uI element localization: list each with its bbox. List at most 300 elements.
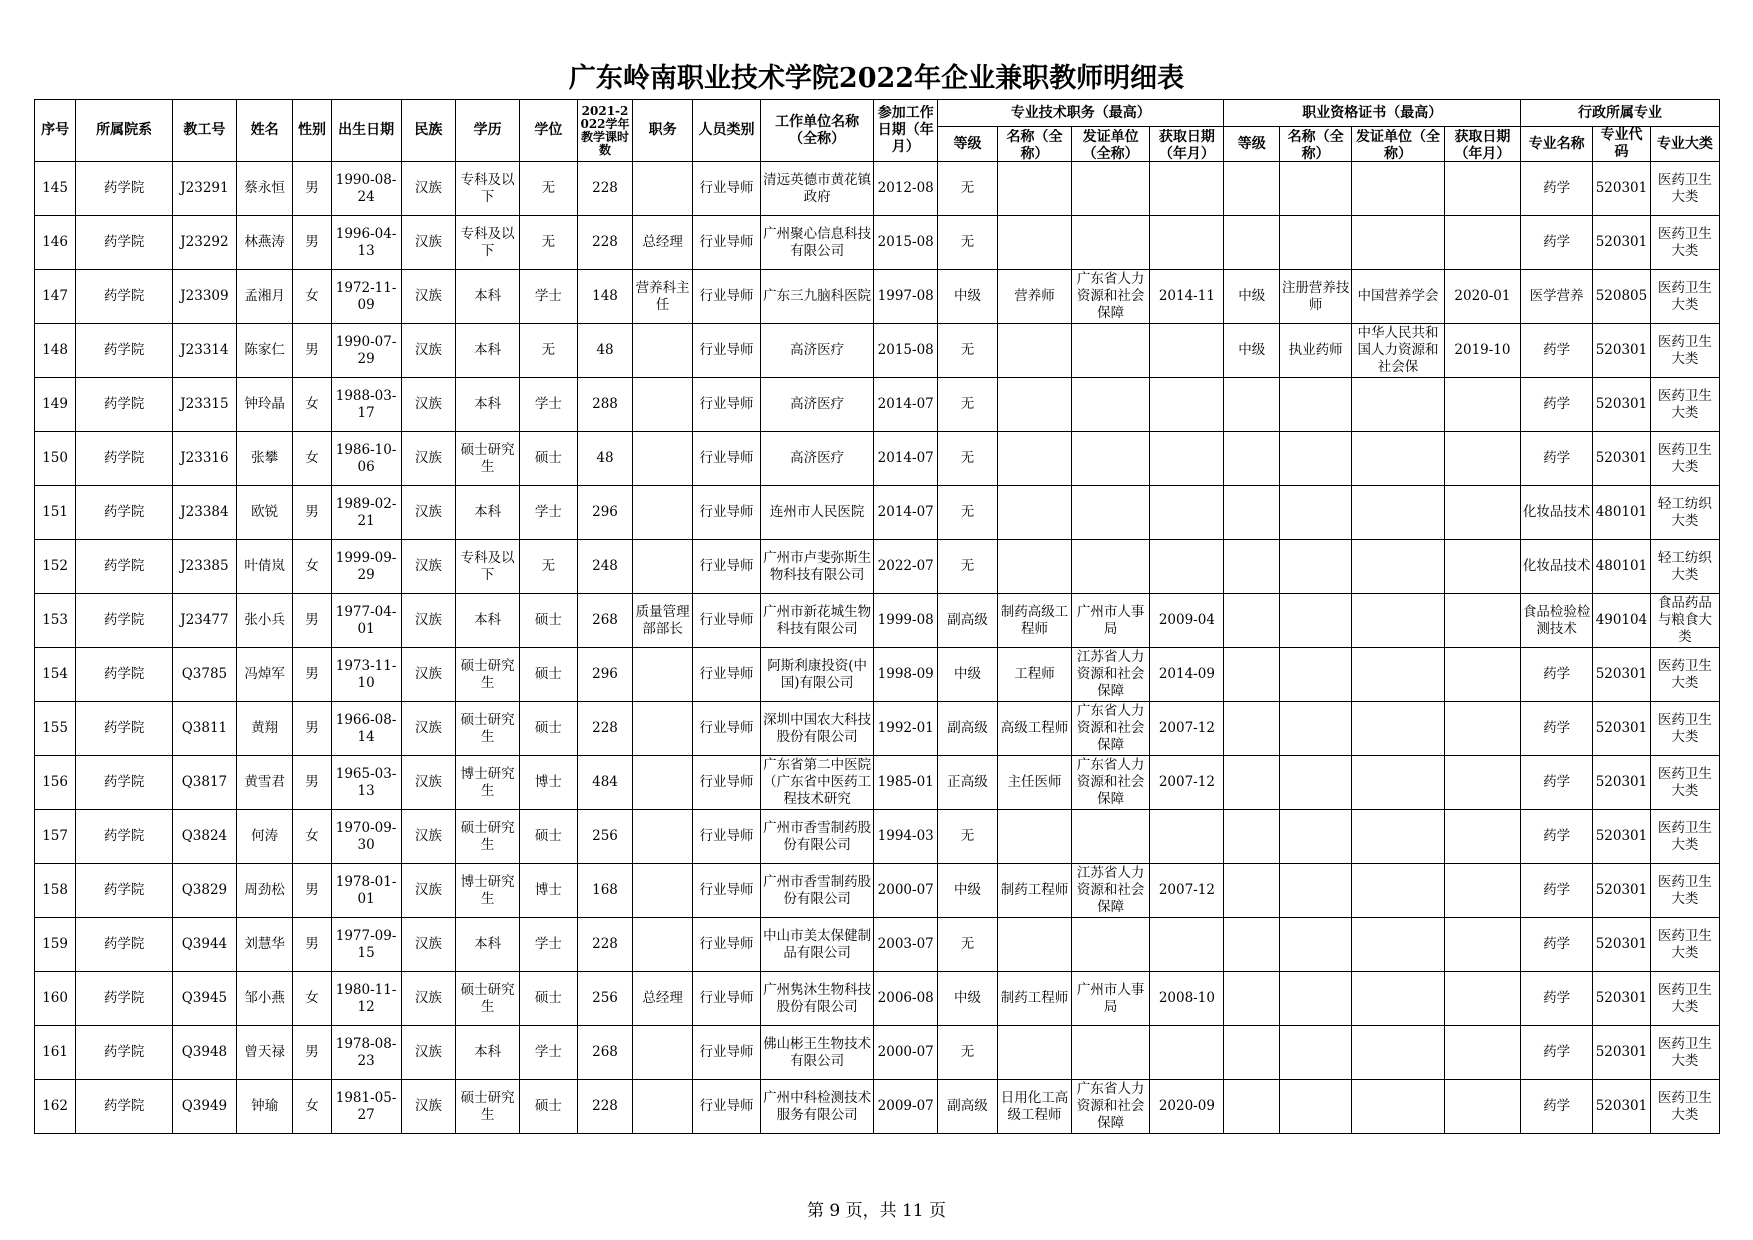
cell-ethnicity: 汉族 [401, 594, 456, 648]
cell-tt-name [997, 810, 1071, 864]
cell-c-date [1444, 594, 1520, 648]
header-m-code: 专业代码 [1593, 127, 1651, 162]
cell-tt-date: 2014-09 [1150, 648, 1224, 702]
cell-hours: 228 [577, 1080, 633, 1134]
cell-birth: 1999-09-29 [331, 540, 401, 594]
cell-m-cat: 医药卫生大类 [1650, 756, 1719, 810]
cell-c-issuer [1352, 756, 1445, 810]
cell-tt-name: 主任医师 [997, 756, 1071, 810]
cell-tt-level: 无 [938, 918, 998, 972]
table-row [35, 216, 1720, 270]
cell-tt-level: 中级 [938, 864, 998, 918]
cell-category: 行业导师 [693, 648, 761, 702]
cell-category: 行业导师 [693, 486, 761, 540]
cell-college: 药学院 [76, 486, 173, 540]
cell-name: 张小兵 [236, 594, 293, 648]
cell-hours: 484 [577, 756, 633, 810]
cell-education: 本科 [456, 378, 520, 432]
cell-degree: 博士 [520, 864, 578, 918]
cell-c-name [1280, 756, 1352, 810]
cell-work-start: 2015-08 [874, 324, 938, 378]
cell-name: 孟湘月 [236, 270, 293, 324]
cell-gender: 男 [293, 756, 331, 810]
cell-position [633, 918, 693, 972]
cell-birth: 1977-04-01 [331, 594, 401, 648]
cell-name: 曾天禄 [236, 1026, 293, 1080]
cell-m-code: 520301 [1593, 216, 1651, 270]
cell-category: 行业导师 [693, 972, 761, 1026]
cell-c-date [1444, 378, 1520, 432]
header-education: 学历 [456, 100, 520, 162]
cell-m-cat: 医药卫生大类 [1650, 1026, 1719, 1080]
cell-seq: 157 [35, 810, 76, 864]
cell-c-name: 执业药师 [1280, 324, 1352, 378]
cell-tt-issuer: 江苏省人力资源和社会保障 [1072, 864, 1150, 918]
cell-college: 药学院 [76, 972, 173, 1026]
cell-college: 药学院 [76, 378, 173, 432]
cell-tt-date: 2020-09 [1150, 1080, 1224, 1134]
cell-tt-name: 制药高级工程师 [997, 594, 1071, 648]
cell-c-name [1280, 972, 1352, 1026]
cell-name: 刘慧华 [236, 918, 293, 972]
cell-c-name [1280, 1080, 1352, 1134]
cell-tt-level: 中级 [938, 270, 998, 324]
cell-college: 药学院 [76, 864, 173, 918]
cell-name: 钟瑜 [236, 1080, 293, 1134]
cell-hours: 288 [577, 378, 633, 432]
cell-education: 本科 [456, 270, 520, 324]
cell-education: 博士研究生 [456, 756, 520, 810]
cell-seq: 153 [35, 594, 76, 648]
cell-staff-id: J23314 [173, 324, 237, 378]
cell-tt-name: 日用化工高级工程师 [997, 1080, 1071, 1134]
cell-tt-level: 无 [938, 486, 998, 540]
cell-birth: 1996-04-13 [331, 216, 401, 270]
cell-c-name [1280, 540, 1352, 594]
cell-name: 陈家仁 [236, 324, 293, 378]
cell-c-level [1224, 756, 1280, 810]
cell-c-date [1444, 702, 1520, 756]
table-row [35, 378, 1720, 432]
cell-tt-level: 无 [938, 432, 998, 486]
cell-tt-date: 2008-10 [1150, 972, 1224, 1026]
cell-c-date [1444, 486, 1520, 540]
cell-m-code: 520301 [1593, 432, 1651, 486]
cell-college: 药学院 [76, 918, 173, 972]
cell-tt-issuer: 广州市人事局 [1072, 972, 1150, 1026]
cell-work-start: 2015-08 [874, 216, 938, 270]
cell-ethnicity: 汉族 [401, 864, 456, 918]
cell-birth: 1978-01-01 [331, 864, 401, 918]
cell-birth: 1966-08-14 [331, 702, 401, 756]
cell-hours: 296 [577, 486, 633, 540]
cell-hours: 256 [577, 972, 633, 1026]
cell-c-issuer [1352, 432, 1445, 486]
cell-tt-level: 副高级 [938, 702, 998, 756]
header-tt-level: 等级 [938, 127, 998, 162]
cell-seq: 145 [35, 162, 76, 216]
cell-work-start: 1994-03 [874, 810, 938, 864]
header-tech-title-group: 专业技术职务（最高） [938, 100, 1224, 127]
cell-c-level [1224, 810, 1280, 864]
table-row [35, 486, 1720, 540]
cell-staff-id: J23292 [173, 216, 237, 270]
cell-position [633, 324, 693, 378]
cell-m-code: 520301 [1593, 810, 1651, 864]
cell-tt-level: 正高级 [938, 756, 998, 810]
cell-tt-date [1150, 378, 1224, 432]
cell-name: 黄雪君 [236, 756, 293, 810]
cell-m-code: 520301 [1593, 864, 1651, 918]
cell-tt-date [1150, 810, 1224, 864]
cell-c-date [1444, 540, 1520, 594]
cell-work-start: 2009-07 [874, 1080, 938, 1134]
cell-m-name: 药学 [1521, 162, 1593, 216]
cell-m-cat: 医药卫生大类 [1650, 378, 1719, 432]
cell-m-cat: 轻工纺织大类 [1650, 540, 1719, 594]
cell-tt-issuer [1072, 810, 1150, 864]
table-row [35, 540, 1720, 594]
cell-college: 药学院 [76, 702, 173, 756]
cell-m-name: 药学 [1521, 702, 1593, 756]
cell-tt-name [997, 1026, 1071, 1080]
cell-position [633, 1080, 693, 1134]
header-ethnicity: 民族 [401, 100, 456, 162]
header-major-group: 行政所属专业 [1521, 100, 1720, 127]
cell-gender: 女 [293, 378, 331, 432]
cell-education: 本科 [456, 918, 520, 972]
table-row [35, 810, 1720, 864]
cell-hours: 248 [577, 540, 633, 594]
cell-tt-date: 2007-12 [1150, 702, 1224, 756]
cell-degree: 博士 [520, 756, 578, 810]
cell-education: 博士研究生 [456, 864, 520, 918]
cell-ethnicity: 汉族 [401, 918, 456, 972]
cell-hours: 168 [577, 864, 633, 918]
cell-college: 药学院 [76, 270, 173, 324]
cell-tt-date [1150, 216, 1224, 270]
cell-c-date [1444, 648, 1520, 702]
cell-category: 行业导师 [693, 918, 761, 972]
cell-m-code: 520301 [1593, 972, 1651, 1026]
cell-employer: 连州市人民医院 [761, 486, 874, 540]
cell-ethnicity: 汉族 [401, 324, 456, 378]
cell-birth: 1972-11-09 [331, 270, 401, 324]
cell-degree: 学士 [520, 486, 578, 540]
header-seq: 序号 [35, 100, 76, 162]
cell-staff-id: J23309 [173, 270, 237, 324]
cell-position [633, 756, 693, 810]
cell-birth: 1970-09-30 [331, 810, 401, 864]
cell-c-level [1224, 432, 1280, 486]
cell-c-level [1224, 216, 1280, 270]
cell-m-name: 药学 [1521, 1026, 1593, 1080]
cell-m-code: 520301 [1593, 162, 1651, 216]
cell-work-start: 1997-08 [874, 270, 938, 324]
cell-tt-level: 无 [938, 324, 998, 378]
cell-c-date: 2020-01 [1444, 270, 1520, 324]
cell-category: 行业导师 [693, 216, 761, 270]
cell-c-date [1444, 1026, 1520, 1080]
cell-m-name: 药学 [1521, 864, 1593, 918]
table-row [35, 756, 1720, 810]
cell-education: 本科 [456, 1026, 520, 1080]
cell-position: 营养科主任 [633, 270, 693, 324]
cell-work-start: 2014-07 [874, 378, 938, 432]
cell-tt-date [1150, 918, 1224, 972]
cell-tt-level: 无 [938, 1026, 998, 1080]
cell-seq: 156 [35, 756, 76, 810]
cell-work-start: 1999-08 [874, 594, 938, 648]
cell-c-level [1224, 486, 1280, 540]
table-row [35, 648, 1720, 702]
cell-m-name: 药学 [1521, 324, 1593, 378]
cell-education: 专科及以下 [456, 162, 520, 216]
cell-employer: 广州市卢斐弥斯生物科技有限公司 [761, 540, 874, 594]
cell-education: 本科 [456, 594, 520, 648]
cell-c-name: 注册营养技师 [1280, 270, 1352, 324]
cell-birth: 1977-09-15 [331, 918, 401, 972]
cell-ethnicity: 汉族 [401, 270, 456, 324]
cell-c-issuer [1352, 918, 1445, 972]
cell-birth: 1988-03-17 [331, 378, 401, 432]
cell-c-issuer [1352, 378, 1445, 432]
cell-ethnicity: 汉族 [401, 702, 456, 756]
cell-name: 何涛 [236, 810, 293, 864]
cell-c-name [1280, 1026, 1352, 1080]
cell-education: 硕士研究生 [456, 432, 520, 486]
header-position: 职务 [633, 100, 693, 162]
cell-birth: 1965-03-13 [331, 756, 401, 810]
cell-c-name [1280, 702, 1352, 756]
cell-c-date [1444, 1080, 1520, 1134]
cell-seq: 162 [35, 1080, 76, 1134]
cell-c-name [1280, 378, 1352, 432]
cell-staff-id: Q3944 [173, 918, 237, 972]
header-c-level: 等级 [1224, 127, 1280, 162]
cell-staff-id: Q3811 [173, 702, 237, 756]
cell-m-name: 药学 [1521, 216, 1593, 270]
cell-staff-id: Q3817 [173, 756, 237, 810]
cell-m-code: 520301 [1593, 1080, 1651, 1134]
cell-m-cat: 医药卫生大类 [1650, 162, 1719, 216]
cell-staff-id: Q3949 [173, 1080, 237, 1134]
cell-employer: 广州市香雪制药股份有限公司 [761, 810, 874, 864]
cell-m-code: 520805 [1593, 270, 1651, 324]
cell-c-name [1280, 648, 1352, 702]
cell-ethnicity: 汉族 [401, 486, 456, 540]
cell-name: 林燕涛 [236, 216, 293, 270]
teacher-table [34, 99, 1720, 1134]
page-title: 广东岭南职业技术学院2022年企业兼职教师明细表 [568, 63, 1185, 94]
cell-gender: 女 [293, 270, 331, 324]
cell-m-code: 520301 [1593, 648, 1651, 702]
cell-category: 行业导师 [693, 810, 761, 864]
cell-gender: 男 [293, 918, 331, 972]
cell-employer: 广州隽沐生物科技股份有限公司 [761, 972, 874, 1026]
cell-position [633, 378, 693, 432]
cell-tt-date [1150, 540, 1224, 594]
cell-hours: 268 [577, 594, 633, 648]
cell-college: 药学院 [76, 324, 173, 378]
cell-c-date [1444, 810, 1520, 864]
cell-staff-id: J23384 [173, 486, 237, 540]
cell-position [633, 810, 693, 864]
header-hours: 2021-2022学年教学课时数 [577, 100, 633, 162]
cell-name: 周劲松 [236, 864, 293, 918]
cell-c-name [1280, 162, 1352, 216]
cell-c-issuer [1352, 594, 1445, 648]
cell-degree: 硕士 [520, 810, 578, 864]
cell-m-cat: 医药卫生大类 [1650, 648, 1719, 702]
cell-degree: 硕士 [520, 1080, 578, 1134]
cell-gender: 男 [293, 702, 331, 756]
cell-m-cat: 医药卫生大类 [1650, 270, 1719, 324]
cell-gender: 男 [293, 1026, 331, 1080]
cell-tt-date [1150, 324, 1224, 378]
cell-hours: 48 [577, 324, 633, 378]
cell-m-code: 490104 [1593, 594, 1651, 648]
cell-m-name: 药学 [1521, 378, 1593, 432]
cell-c-level [1224, 378, 1280, 432]
cell-m-name: 药学 [1521, 648, 1593, 702]
cell-c-issuer [1352, 648, 1445, 702]
cell-m-name: 药学 [1521, 972, 1593, 1026]
cell-name: 叶倩岚 [236, 540, 293, 594]
cell-education: 硕士研究生 [456, 972, 520, 1026]
cell-college: 药学院 [76, 648, 173, 702]
cell-gender: 男 [293, 864, 331, 918]
cell-seq: 158 [35, 864, 76, 918]
cell-gender: 女 [293, 972, 331, 1026]
header-employer: 工作单位名称（全称） [761, 100, 874, 162]
cell-c-name [1280, 594, 1352, 648]
cell-m-code: 520301 [1593, 324, 1651, 378]
cell-birth: 1980-11-12 [331, 972, 401, 1026]
cell-degree: 无 [520, 162, 578, 216]
cell-staff-id: J23385 [173, 540, 237, 594]
cell-c-date [1444, 432, 1520, 486]
cell-ethnicity: 汉族 [401, 378, 456, 432]
cell-name: 蔡永恒 [236, 162, 293, 216]
cell-name: 张攀 [236, 432, 293, 486]
cell-education: 硕士研究生 [456, 810, 520, 864]
cell-c-issuer [1352, 1080, 1445, 1134]
header-m-name: 专业名称 [1521, 127, 1593, 162]
cell-c-date [1444, 216, 1520, 270]
cell-m-cat: 医药卫生大类 [1650, 702, 1719, 756]
cell-m-cat: 医药卫生大类 [1650, 432, 1719, 486]
cell-c-date [1444, 972, 1520, 1026]
cell-employer: 广东省第二中医院（广东省中医药工程技术研究 [761, 756, 874, 810]
header-degree: 学位 [520, 100, 578, 162]
cell-gender: 男 [293, 594, 331, 648]
cell-tt-name: 营养师 [997, 270, 1071, 324]
cell-name: 邹小燕 [236, 972, 293, 1026]
cell-college: 药学院 [76, 594, 173, 648]
header-c-name: 名称（全称） [1280, 127, 1352, 162]
cell-position [633, 1026, 693, 1080]
cell-seq: 154 [35, 648, 76, 702]
cell-c-level [1224, 1026, 1280, 1080]
cell-degree: 硕士 [520, 972, 578, 1026]
cell-seq: 151 [35, 486, 76, 540]
cell-ethnicity: 汉族 [401, 432, 456, 486]
cell-tt-name: 工程师 [997, 648, 1071, 702]
header-gender: 性别 [293, 100, 331, 162]
cell-c-issuer [1352, 1026, 1445, 1080]
header-tt-issuer: 发证单位（全称） [1072, 127, 1150, 162]
cell-m-name: 药学 [1521, 810, 1593, 864]
cell-tt-date: 2009-04 [1150, 594, 1224, 648]
cell-tt-issuer [1072, 378, 1150, 432]
cell-tt-name: 高级工程师 [997, 702, 1071, 756]
cell-tt-issuer [1072, 216, 1150, 270]
cell-birth: 1978-08-23 [331, 1026, 401, 1080]
header-tt-date: 获取日期（年月） [1150, 127, 1224, 162]
cell-c-issuer [1352, 972, 1445, 1026]
cell-work-start: 2006-08 [874, 972, 938, 1026]
cell-tt-issuer: 广东省人力资源和社会保障 [1072, 756, 1150, 810]
cell-education: 本科 [456, 486, 520, 540]
cell-hours: 148 [577, 270, 633, 324]
cell-tt-issuer [1072, 486, 1150, 540]
cell-staff-id: Q3824 [173, 810, 237, 864]
cell-c-level [1224, 540, 1280, 594]
table-row [35, 432, 1720, 486]
cell-ethnicity: 汉族 [401, 972, 456, 1026]
cell-tt-level: 中级 [938, 972, 998, 1026]
cell-work-start: 2012-08 [874, 162, 938, 216]
cell-work-start: 2014-07 [874, 432, 938, 486]
cell-category: 行业导师 [693, 864, 761, 918]
header-college: 所属院系 [76, 100, 173, 162]
cell-hours: 268 [577, 1026, 633, 1080]
cell-category: 行业导师 [693, 756, 761, 810]
cell-staff-id: Q3829 [173, 864, 237, 918]
cell-seq: 160 [35, 972, 76, 1026]
cell-employer: 高济医疗 [761, 324, 874, 378]
cell-c-date [1444, 864, 1520, 918]
cell-tt-level: 无 [938, 216, 998, 270]
cell-name: 钟玲晶 [236, 378, 293, 432]
cell-c-issuer [1352, 162, 1445, 216]
cell-name: 冯焯军 [236, 648, 293, 702]
cell-seq: 159 [35, 918, 76, 972]
cell-position: 总经理 [633, 216, 693, 270]
header-m-cat: 专业大类 [1650, 127, 1719, 162]
cell-ethnicity: 汉族 [401, 756, 456, 810]
table-row [35, 1080, 1720, 1134]
cell-m-name: 化妆品技术 [1521, 486, 1593, 540]
cell-work-start: 2014-07 [874, 486, 938, 540]
cell-tt-issuer: 江苏省人力资源和社会保障 [1072, 648, 1150, 702]
cell-seq: 152 [35, 540, 76, 594]
table-row [35, 594, 1720, 648]
cell-category: 行业导师 [693, 1026, 761, 1080]
cell-ethnicity: 汉族 [401, 1026, 456, 1080]
cell-hours: 228 [577, 702, 633, 756]
cell-m-cat: 医药卫生大类 [1650, 918, 1719, 972]
cell-tt-issuer [1072, 162, 1150, 216]
cell-employer: 中山市美太保健制品有限公司 [761, 918, 874, 972]
cell-tt-issuer [1072, 432, 1150, 486]
cell-c-date [1444, 756, 1520, 810]
cell-birth: 1973-11-10 [331, 648, 401, 702]
cell-college: 药学院 [76, 216, 173, 270]
cell-position: 总经理 [633, 972, 693, 1026]
cell-degree: 学士 [520, 270, 578, 324]
